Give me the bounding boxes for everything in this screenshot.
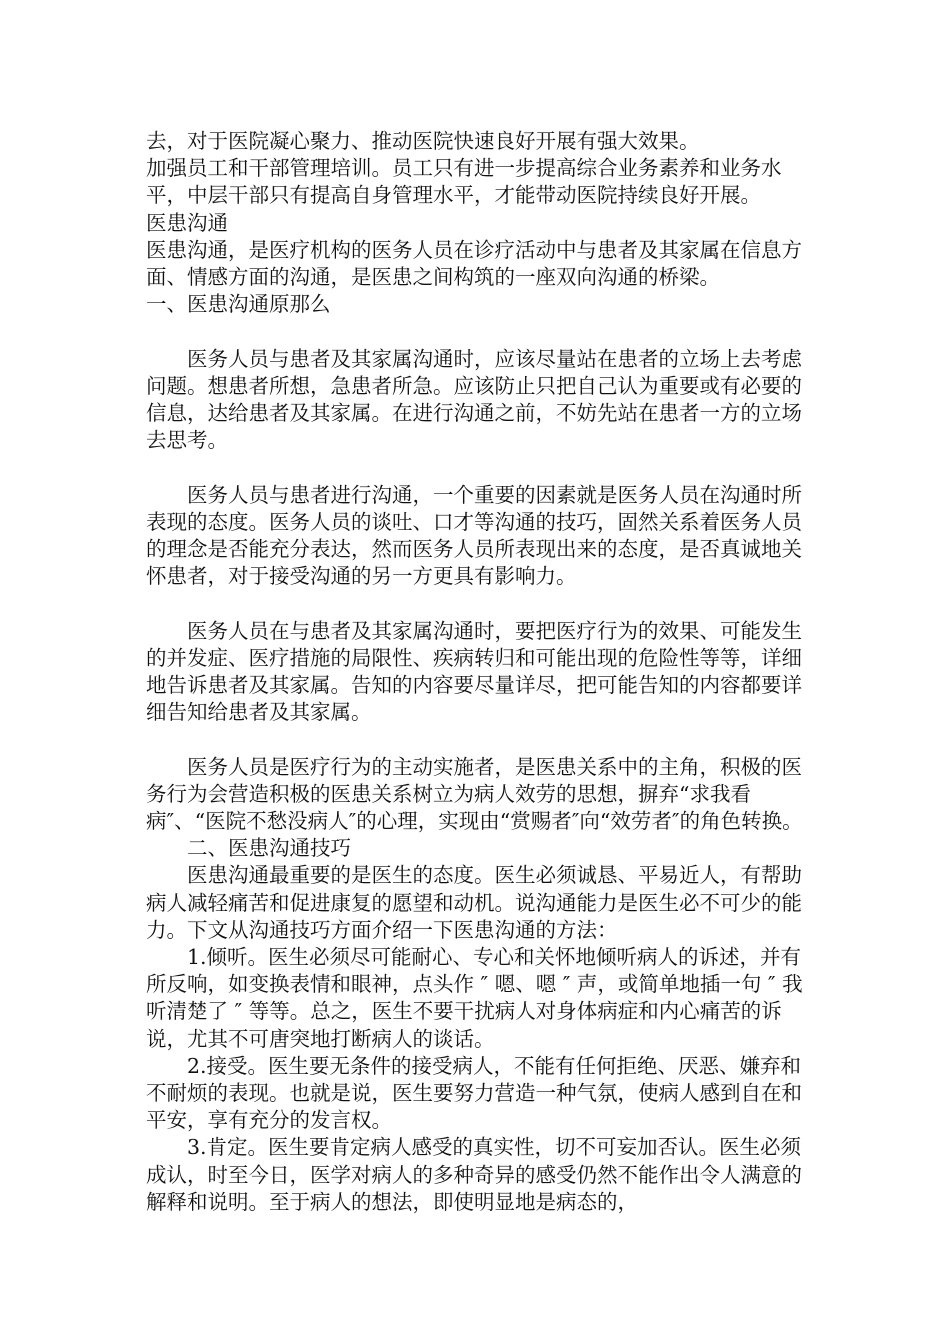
intro-paragraph-2: 加强员工和干部管理培训。员工只有进一步提高综合业务素养和业务水平，中层干部只有提高自身管理水平，才能带动医院持续良好开展。: [146, 156, 782, 208]
principle-paragraph-2: 医务人员与患者进行沟通，一个重要的因素就是医务人员在沟通时所表现的态度。医务人员的谈吐、口才等沟通的技巧，固然关系着医务人员的理念是否能充分表达，然而医务人员所表现出来的态度，是否真诚地关怀患者，对于接受沟通的另一方更具有影响力。: [146, 482, 802, 589]
spacer: [146, 726, 816, 753]
document-page: [146, 128, 816, 1216]
skill-paragraph-3: 3.肯定。医生要肯定病人感受的真实性，切不可妄加否认。医生必须成认，时至今日，医学对病人的多种奇异的感受仍然不能作出令人满意的解释和说明。至于病人的想法，即使明显地是病态的，: [146, 1135, 802, 1214]
principle-paragraph-3: 医务人员在与患者及其家属沟通时，要把医疗行为的效果、可能发生的并发症、医疗措施的局限性、疾病转归和可能出现的危险性等等，详细地告诉患者及其家属。告知的内容要尽量详尽，把可能告知的内容都要详细告知给患者及其家属。: [146, 618, 802, 725]
spacer: [146, 318, 816, 345]
principles-heading: 一、医患沟通原那么: [146, 292, 331, 317]
principle-paragraph-1: 医务人员与患者及其家属沟通时，应该尽量站在患者的立场上去考虑问题。想患者所想，急患者所急。应该防止只把自己认为重要或有必要的信息，达给患者及其家属。在进行沟通之前，不妨先站在患者一方的立场去思考。: [146, 346, 802, 453]
spacer: [146, 590, 816, 617]
intro-paragraph-1: 去，对于医院凝心聚力、推动医院快速良好开展有强大效果。: [146, 129, 700, 153]
skill-paragraph-2: 2.接受。医生要无条件的接受病人，不能有任何拒绝、厌恶、嫌弃和不耐烦的表现。也就是说，医生要努力营造一种气氛，使病人感到自在和平安，享有充分的发言权。: [146, 1053, 802, 1133]
spacer: [146, 454, 816, 481]
principle-paragraph-4: 医务人员是医疗行为的主动实施者，是医患关系中的主角，积极的医务行为会营造积极的医患关系树立为病人效劳的思想，摒弃“求我看病″、“医院不愁没病人″的心理，实现由“赏赐者″向“效劳者″的角色转换。: [146, 754, 803, 834]
skills-intro-paragraph: 医患沟通最重要的是医生的态度。医生必须诚恳、平易近人，有帮助病人减轻痛苦和促进康复的愿望和动机。说沟通能力是医生必不可少的能力。下文从沟通技巧方面介绍一下医患沟通的方法：: [146, 863, 802, 942]
skills-heading: 二、医患沟通技巧: [187, 836, 351, 861]
skill-paragraph-1: 1.倾听。医生必须尽可能耐心、专心和关怀地倾听病人的诉述，并有所反响，如变换表情和眼神，点头作 ″ 嗯、嗯 ″ 声，或简单地插一句 ″ 我听清楚了 ″ 等等。总之，医生不要干扰病人对身体病症和内心痛苦的诉说，尤其不可唐突地打断病人的谈话。: [146, 945, 803, 1051]
section-title: 医患沟通: [146, 210, 228, 235]
section-definition: 医患沟通，是医疗机构的医务人员在诊疗活动中与患者及其家属在信息方面、情感方面的沟通，是医患之间构筑的一座双向沟通的桥梁。: [146, 237, 802, 290]
